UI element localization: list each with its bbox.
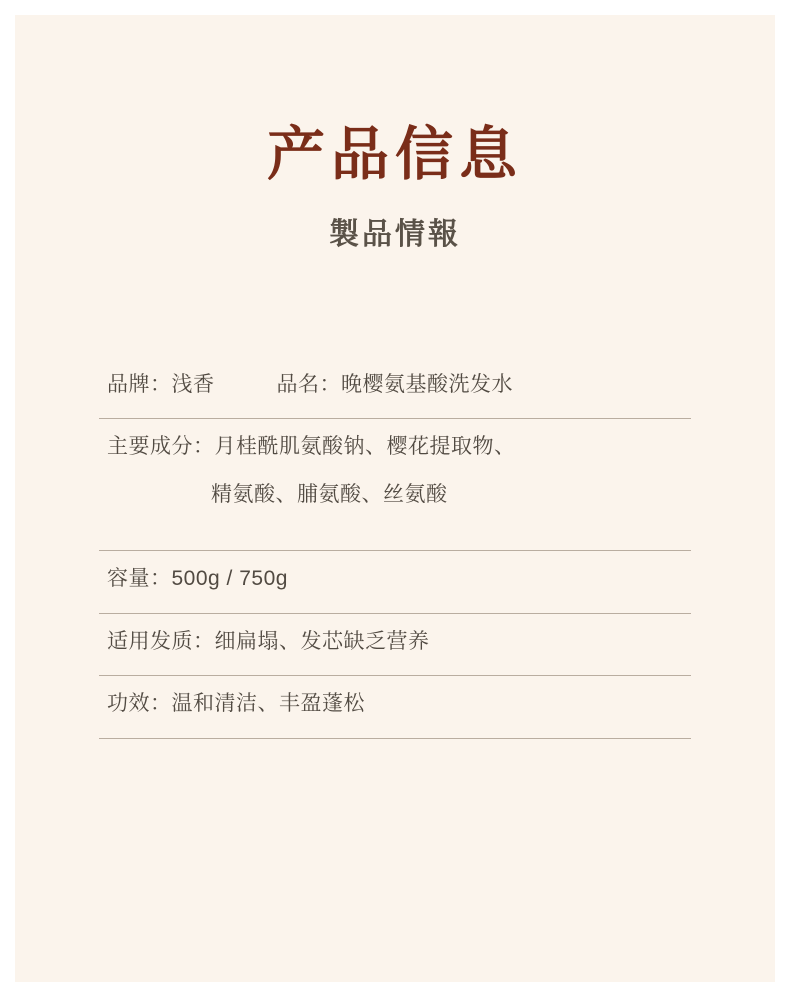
row-hair-type — [99, 614, 691, 676]
product-info-card — [15, 15, 775, 982]
page-title: 产品信息 — [266, 122, 523, 187]
product-info-list — [99, 357, 691, 739]
product-name-label: 品名：晚樱氨基酸洗发水 — [276, 372, 513, 396]
brand-label: 品牌：浅香 — [107, 372, 215, 396]
row-volume — [99, 551, 691, 613]
volume-label: 容量：500g / 750g — [107, 567, 288, 591]
row-effect — [99, 676, 691, 738]
spacer — [99, 528, 691, 550]
ingredients-line-1: 主要成分：月桂酰肌氨酸钠、樱花提取物、 — [107, 435, 516, 459]
hair-type-label: 适用发质：细扁塌、发芯缺乏营养 — [107, 629, 430, 653]
divider — [99, 738, 691, 739]
card-header — [15, 15, 775, 253]
page-subtitle: 製品情報 — [329, 217, 461, 251]
effect-label: 功效：温和清洁、丰盈蓬松 — [107, 692, 365, 716]
row-brand-and-name — [99, 357, 691, 419]
row-ingredients — [99, 419, 691, 528]
ingredients-line-2: 精氨酸、脯氨酸、丝氨酸 — [211, 482, 448, 506]
